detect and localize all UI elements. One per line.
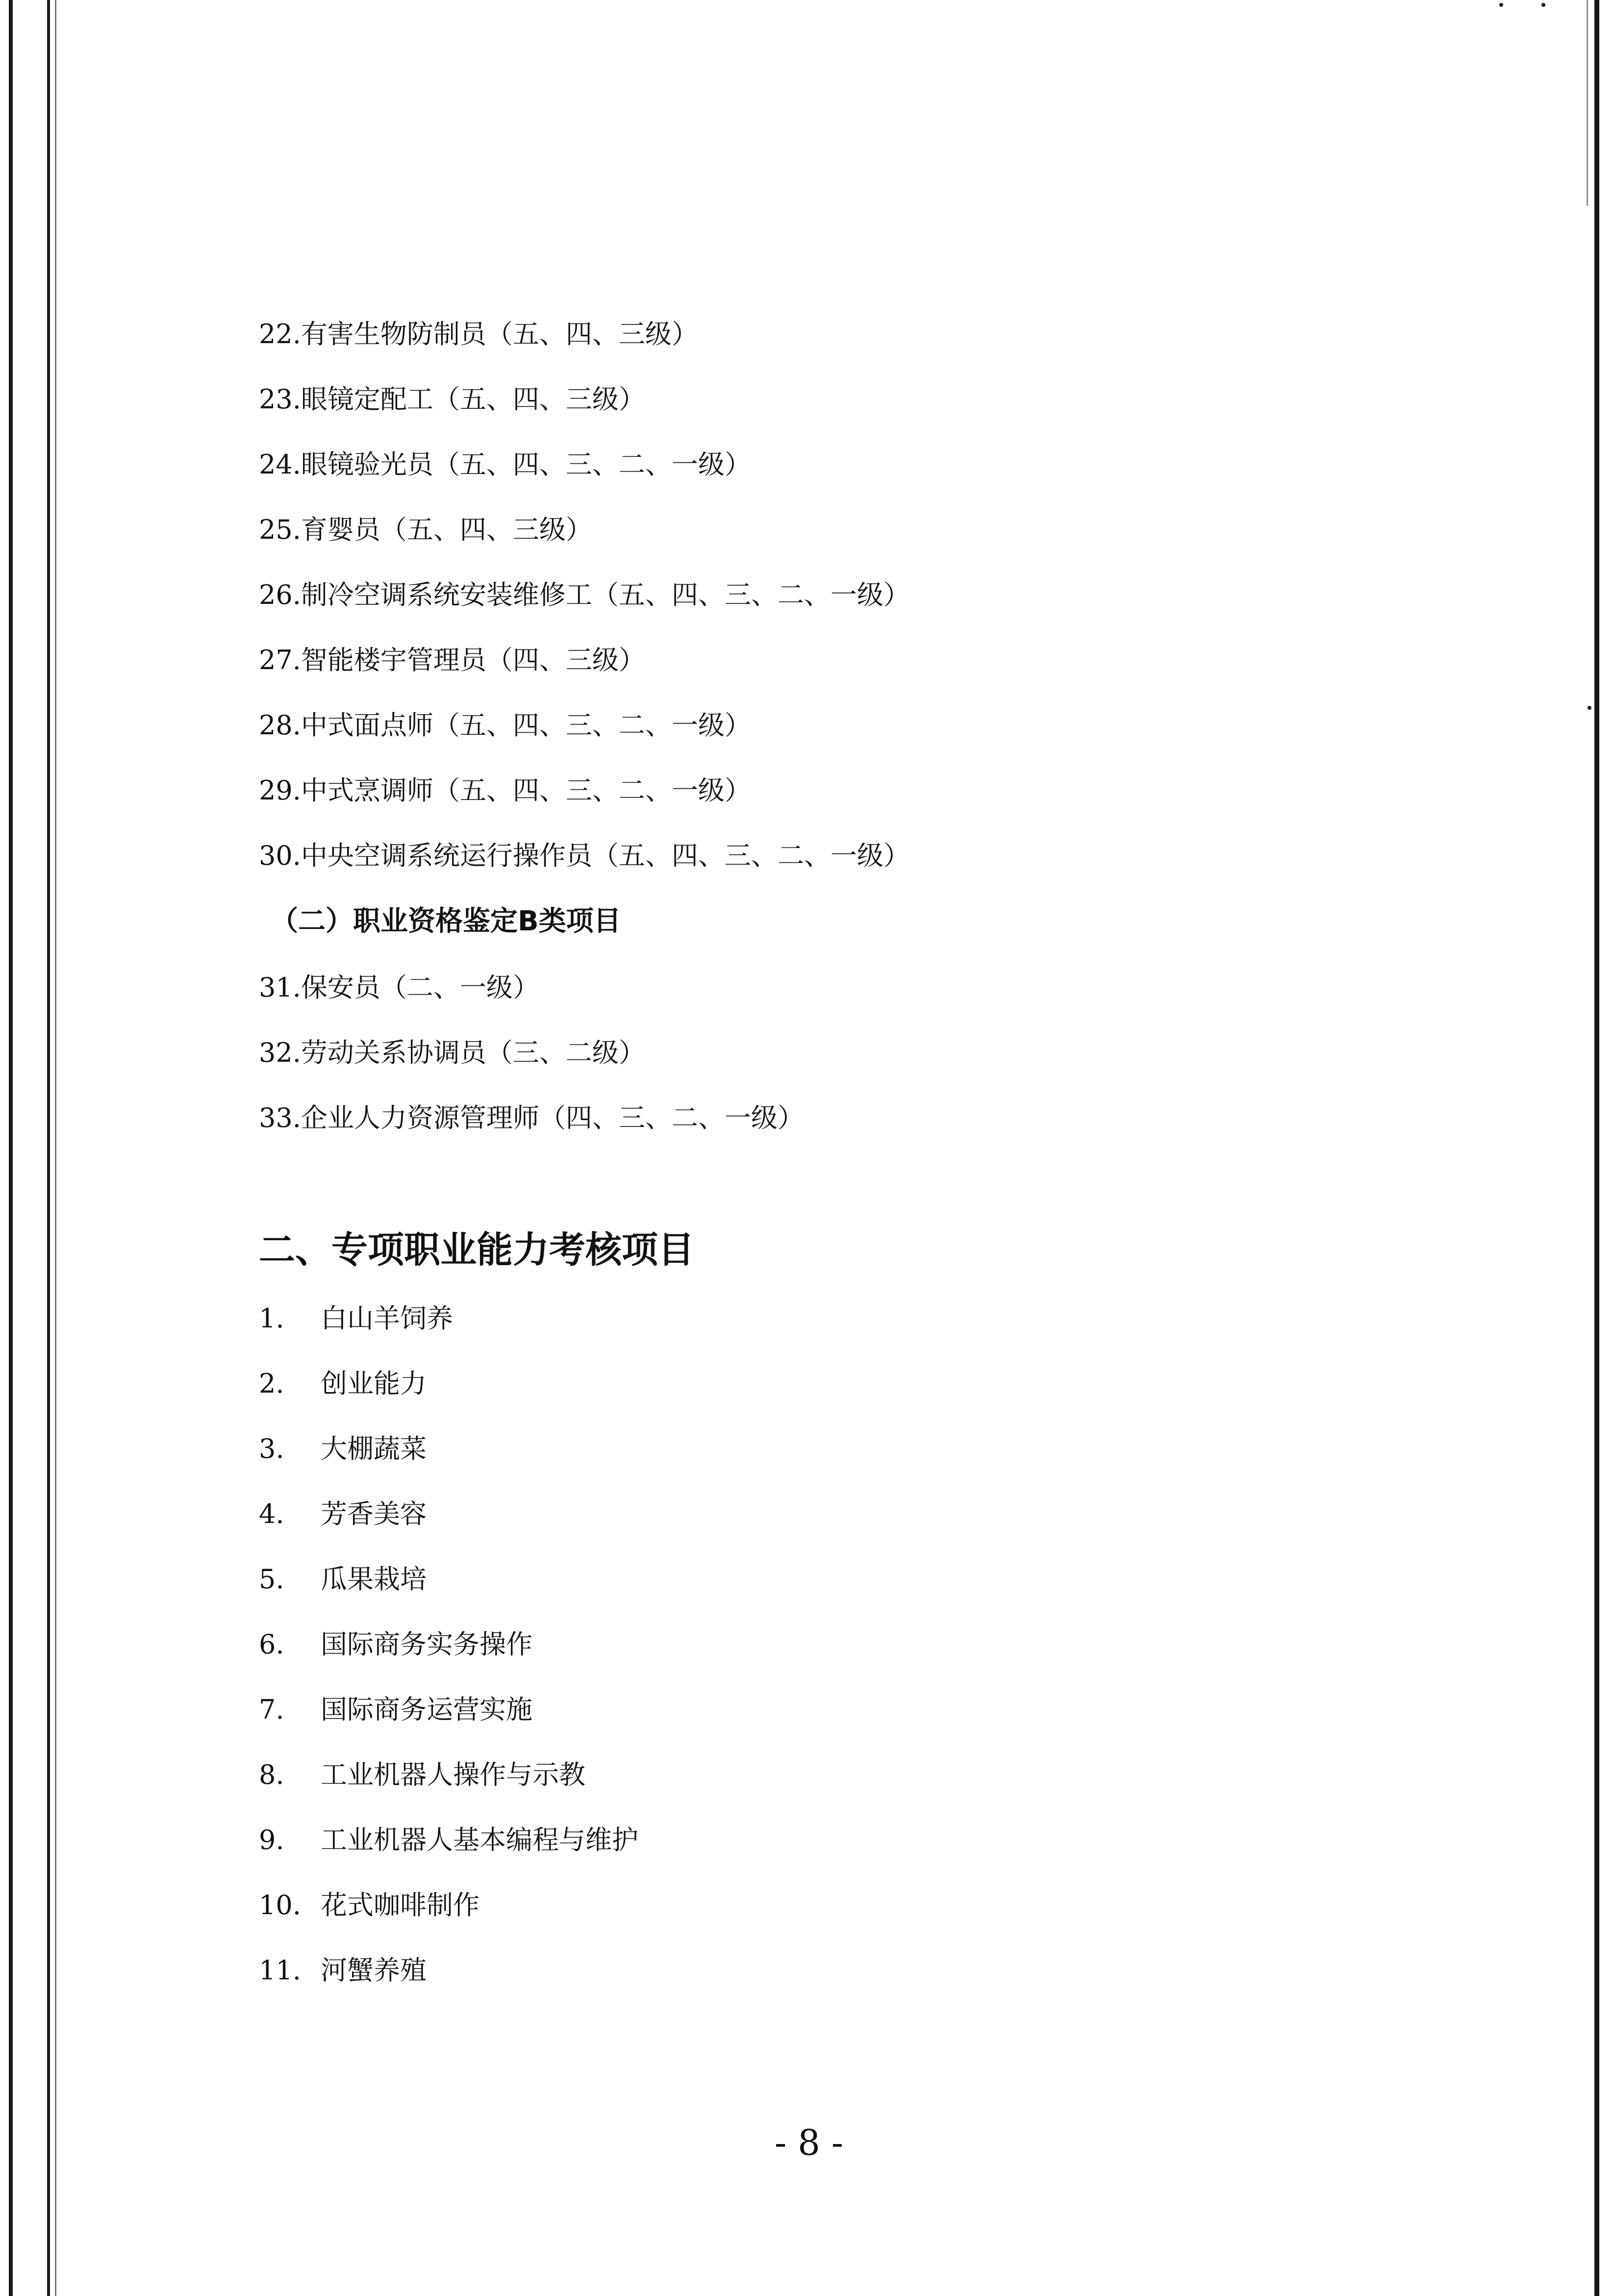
item-label: 国际商务实务操作	[321, 1629, 532, 1660]
list-item: 32.劳动关系协调员（三、二级）	[259, 1037, 645, 1068]
item-number: 5.	[259, 1564, 284, 1595]
list-item: 27.智能楼宇管理员（四、三级）	[259, 645, 645, 675]
scan-border-left-inner	[47, 0, 50, 2296]
list-item	[259, 1821, 638, 1860]
section-two-title: 二、专项职业能力考核项目	[259, 1229, 694, 1271]
list-item: 29.中式烹调师（五、四、三、二、一级）	[259, 775, 751, 806]
list-item	[259, 1755, 585, 1795]
list-item	[259, 1495, 427, 1534]
scan-speck	[1499, 3, 1503, 7]
list-item: 25.育婴员（五、四、三级）	[259, 514, 592, 545]
list-item	[259, 1560, 427, 1599]
item-label: 创业能力	[321, 1368, 427, 1399]
list-item	[259, 1951, 427, 1990]
list-item: 31.保安员（二、一级）	[259, 972, 539, 1003]
item-label: 瓜果栽培	[321, 1564, 427, 1595]
item-number: 1.	[259, 1303, 284, 1334]
list-item	[259, 1625, 532, 1664]
item-number: 7.	[259, 1694, 284, 1725]
item-label: 河蟹养殖	[321, 1955, 427, 1986]
item-number: 11.	[259, 1955, 301, 1986]
list-item: 26.制冷空调系统安装维修工（五、四、三、二、一级）	[259, 579, 910, 610]
item-number: 6.	[259, 1629, 284, 1660]
scan-speck	[1588, 706, 1591, 710]
scan-border-right-faint	[1587, 0, 1588, 206]
item-number: 3.	[259, 1433, 284, 1464]
list-item: 24.眼镜验光员（五、四、三、二、一级）	[259, 449, 751, 480]
list-item	[259, 1364, 427, 1403]
list-item: 30.中央空调系统运行操作员（五、四、三、二、一级）	[259, 840, 910, 871]
item-label: 国际商务运营实施	[321, 1694, 532, 1725]
item-label: 工业机器人操作与示教	[321, 1759, 585, 1790]
list-item: 33.企业人力资源管理师（四、三、二、一级）	[259, 1102, 804, 1133]
scan-border-left-faint	[55, 0, 56, 2296]
item-label: 芳香美容	[321, 1498, 427, 1529]
item-label: 花式咖啡制作	[321, 1890, 479, 1921]
list-item	[259, 1299, 453, 1338]
list-item: 28.中式面点师（五、四、三、二、一级）	[259, 710, 751, 741]
list-item	[259, 1690, 532, 1729]
scan-border-right	[1594, 0, 1599, 2296]
item-number: 4.	[259, 1498, 284, 1529]
item-number: 10.	[259, 1890, 301, 1921]
item-number: 8.	[259, 1759, 284, 1790]
item-number: 9.	[259, 1824, 284, 1855]
item-number: 2.	[259, 1368, 284, 1399]
list-item: 22.有害生物防制员（五、四、三级）	[259, 319, 698, 349]
list-item: 23.眼镜定配工（五、四、三级）	[259, 384, 645, 415]
scan-border-left	[9, 0, 13, 2296]
list-item	[259, 1886, 479, 1925]
scan-speck	[1541, 3, 1545, 7]
item-label: 工业机器人基本编程与维护	[321, 1824, 638, 1855]
list-item	[259, 1429, 427, 1469]
page-number: - 8 -	[774, 2122, 844, 2163]
subsection-b-title: （二）职业资格鉴定B类项目	[271, 905, 621, 937]
item-label: 大棚蔬菜	[321, 1433, 427, 1464]
item-label: 白山羊饲养	[321, 1303, 453, 1334]
